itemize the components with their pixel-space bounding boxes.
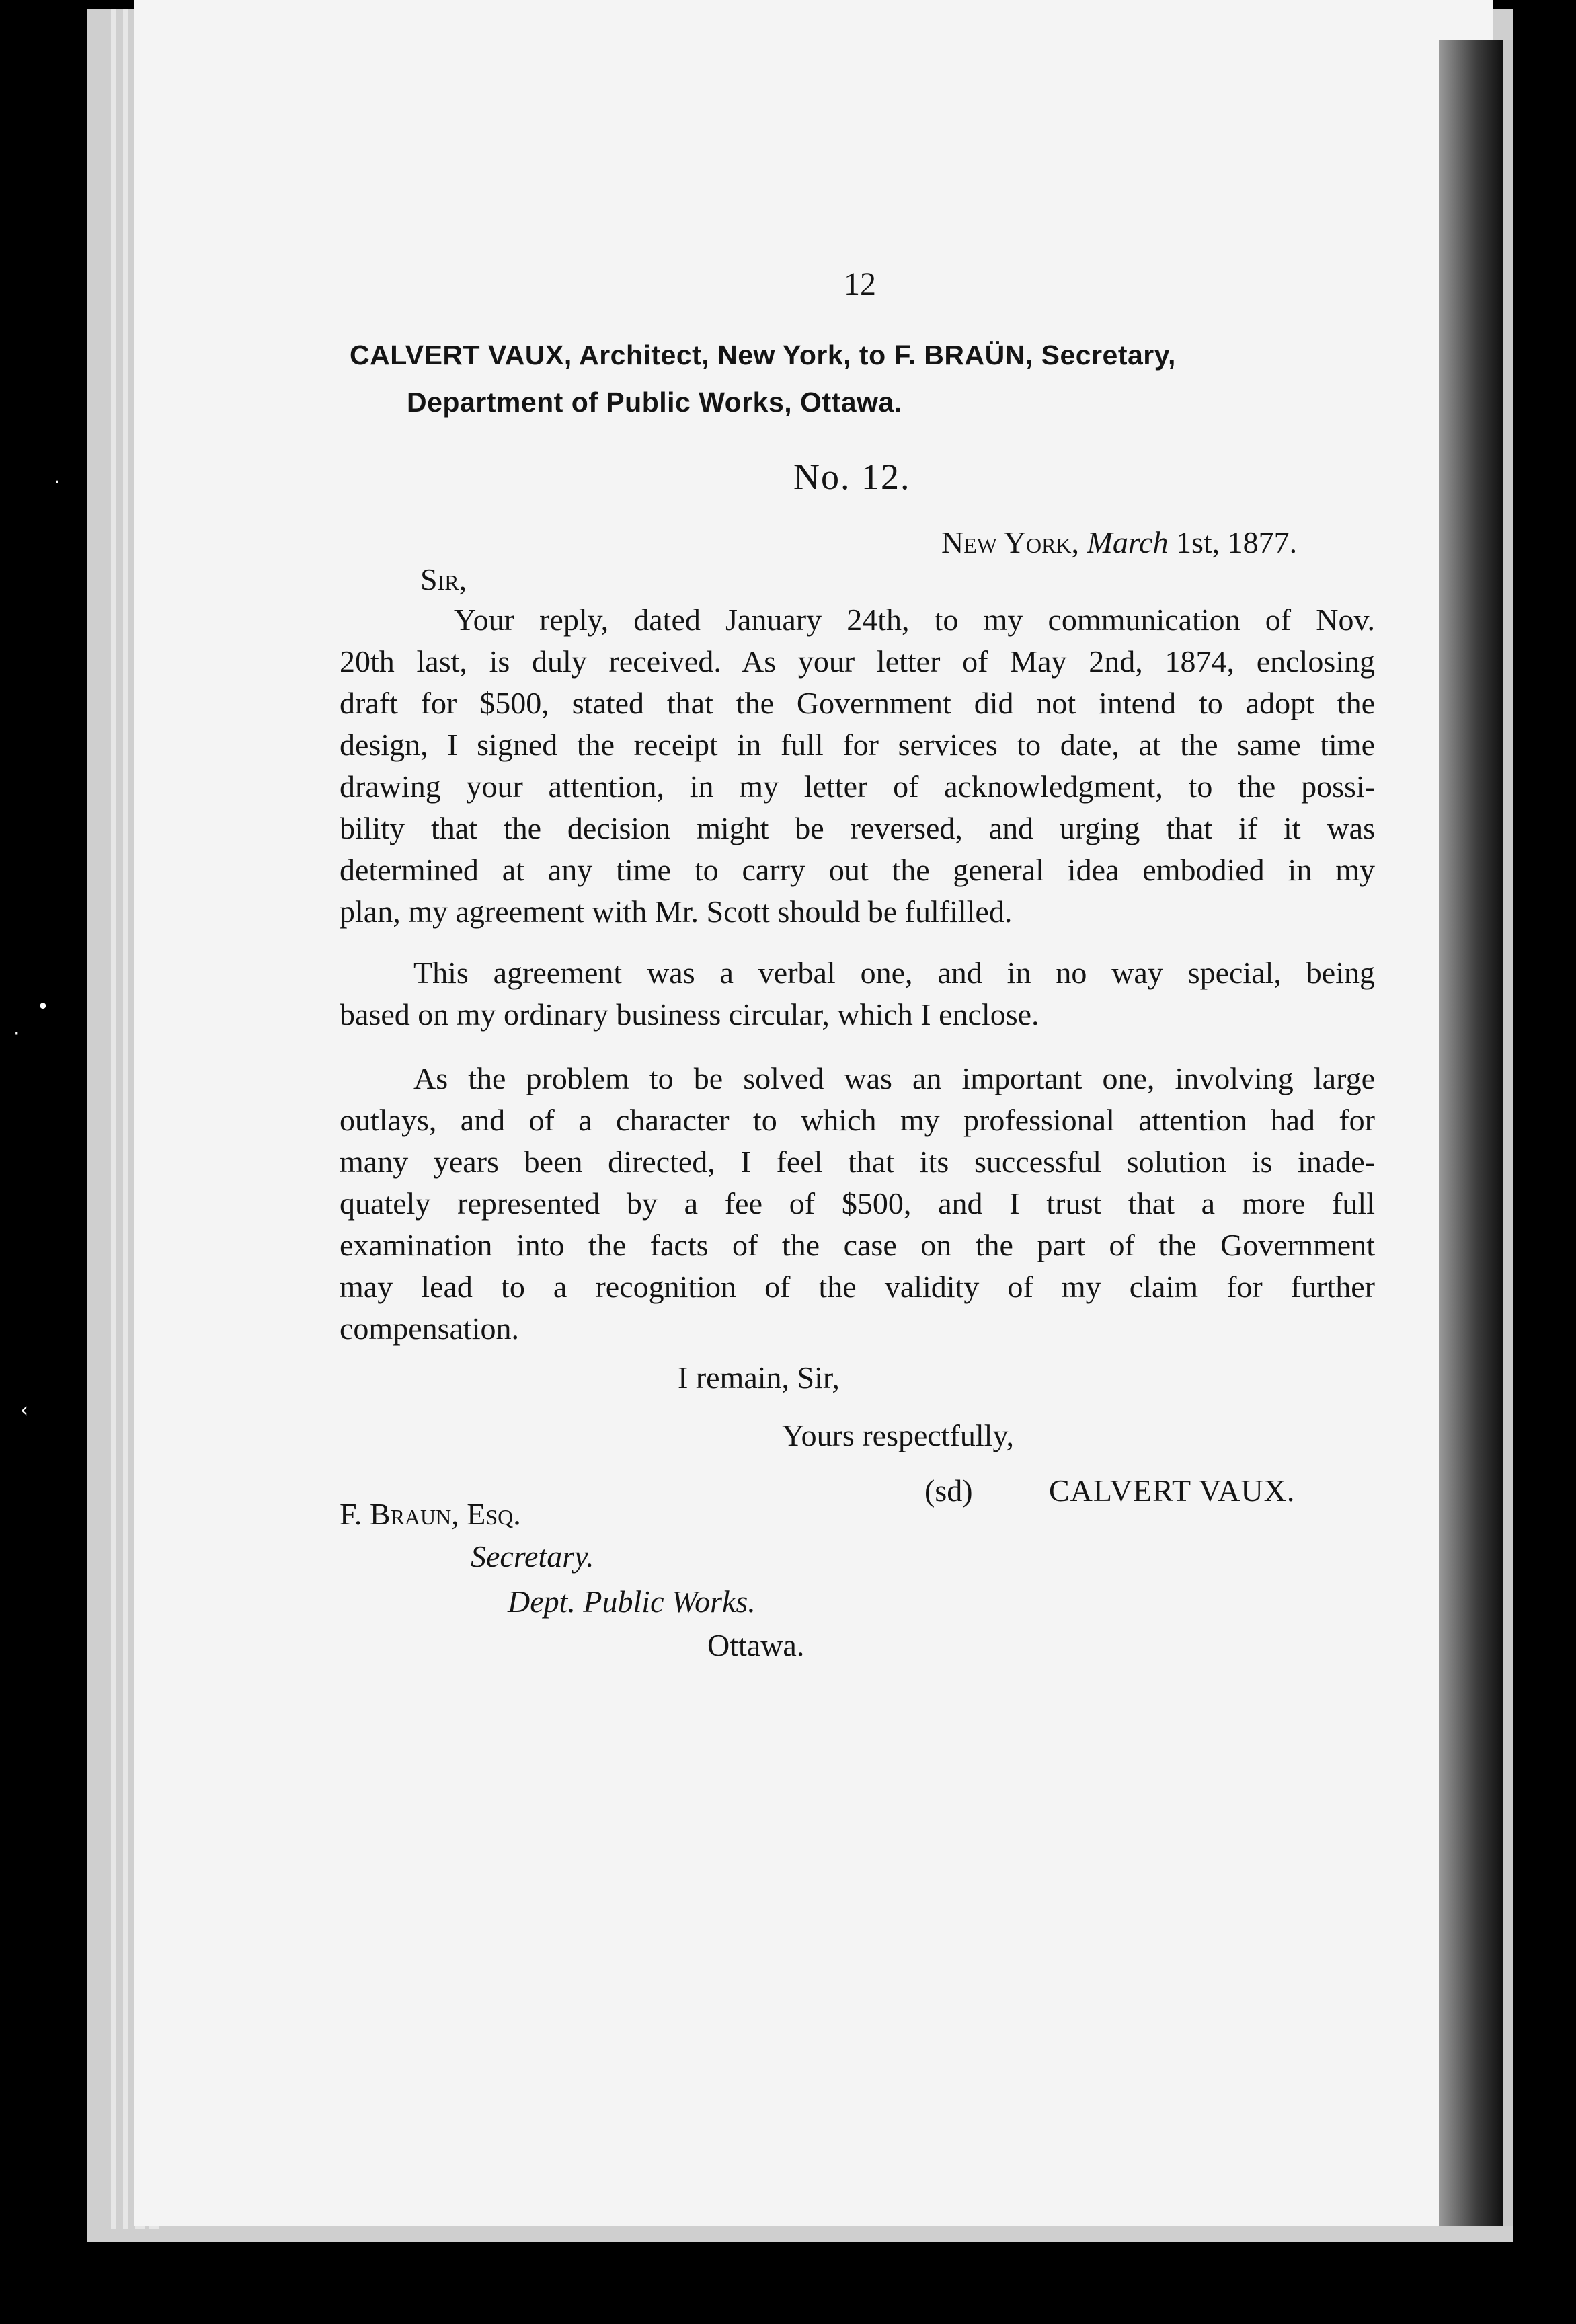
letter-heading: CALVERT VAUX, Architect, New York, to F. BRAÜN, Secretary, (350, 340, 1176, 371)
closing-remark: I remain, Sir, (678, 1360, 840, 1395)
body-line: compensation. (340, 1311, 519, 1346)
dateline-place: New York, (941, 525, 1080, 559)
salutation: Sir, (420, 562, 467, 596)
dateline-day-year: 1st, 1877. (1175, 525, 1298, 559)
body-line: may lead to a recognition of the validity of my claim for further (340, 1270, 1375, 1304)
body-line: many years been directed, I feel that its successful solution is inade- (340, 1145, 1375, 1179)
body-line: based on my ordinary business circular, which I enclose. (340, 997, 1039, 1032)
body-line: examination into the facts of the case on the part of the Government (340, 1228, 1375, 1262)
body-line: This agreement was a verbal one, and in no way special, being (413, 956, 1375, 990)
body-line: quately represented by a fee of $500, and I trust that a more full (340, 1186, 1375, 1221)
body-line: plan, my agreement with Mr. Scott should be fulfilled. (340, 894, 1013, 929)
scan-speck: ‹ (20, 1399, 28, 1422)
letter-heading-continued: Department of Public Works, Ottawa. (407, 387, 902, 418)
page-binding-edge (1503, 40, 1513, 2226)
page-edge (111, 9, 116, 2229)
scan-speck: · (13, 1022, 20, 1046)
body-line: 20th last, is duly received. As your letter of May 2nd, 1874, enclosing (340, 644, 1375, 679)
addressee-department: Dept. Public Works. (508, 1584, 756, 1619)
body-line: determined at any time to carry out the general idea embodied in my (340, 853, 1375, 887)
dateline-month: March (1087, 525, 1169, 559)
closing-valediction: Yours respectfully, (782, 1418, 1014, 1452)
body-line: bility that the decision might be reversed, and urging that if it was (340, 811, 1375, 845)
dateline (941, 525, 1297, 560)
letter-number: No. 12. (793, 457, 911, 497)
body-line: outlays, and of a character to which my professional attention had for (340, 1103, 1375, 1137)
signature: CALVERT VAUX. (1049, 1473, 1296, 1508)
body-line: As the problem to be solved was an important one, involving large (413, 1061, 1375, 1095)
page-number: 12 (844, 266, 876, 302)
body-line: Your reply, dated January 24th, to my communication of Nov. (454, 603, 1375, 637)
addressee-name: F. Braun, Esq. (340, 1497, 521, 1531)
signed-marker: (sd) (924, 1473, 973, 1508)
page-edge (123, 9, 128, 2229)
scan-speck: • (37, 995, 49, 1019)
scan-speck: · (54, 471, 61, 494)
body-line: design, I signed the receipt in full for services to date, at the same time (340, 728, 1375, 762)
addressee-city: Ottawa. (707, 1628, 805, 1662)
body-line: drawing your attention, in my letter of acknowledgment, to the possi- (340, 769, 1375, 804)
body-line: draft for $500, stated that the Government did not intend to adopt the (340, 686, 1375, 720)
addressee-title: Secretary. (471, 1539, 594, 1574)
page-binding-shadow (1439, 40, 1503, 2226)
